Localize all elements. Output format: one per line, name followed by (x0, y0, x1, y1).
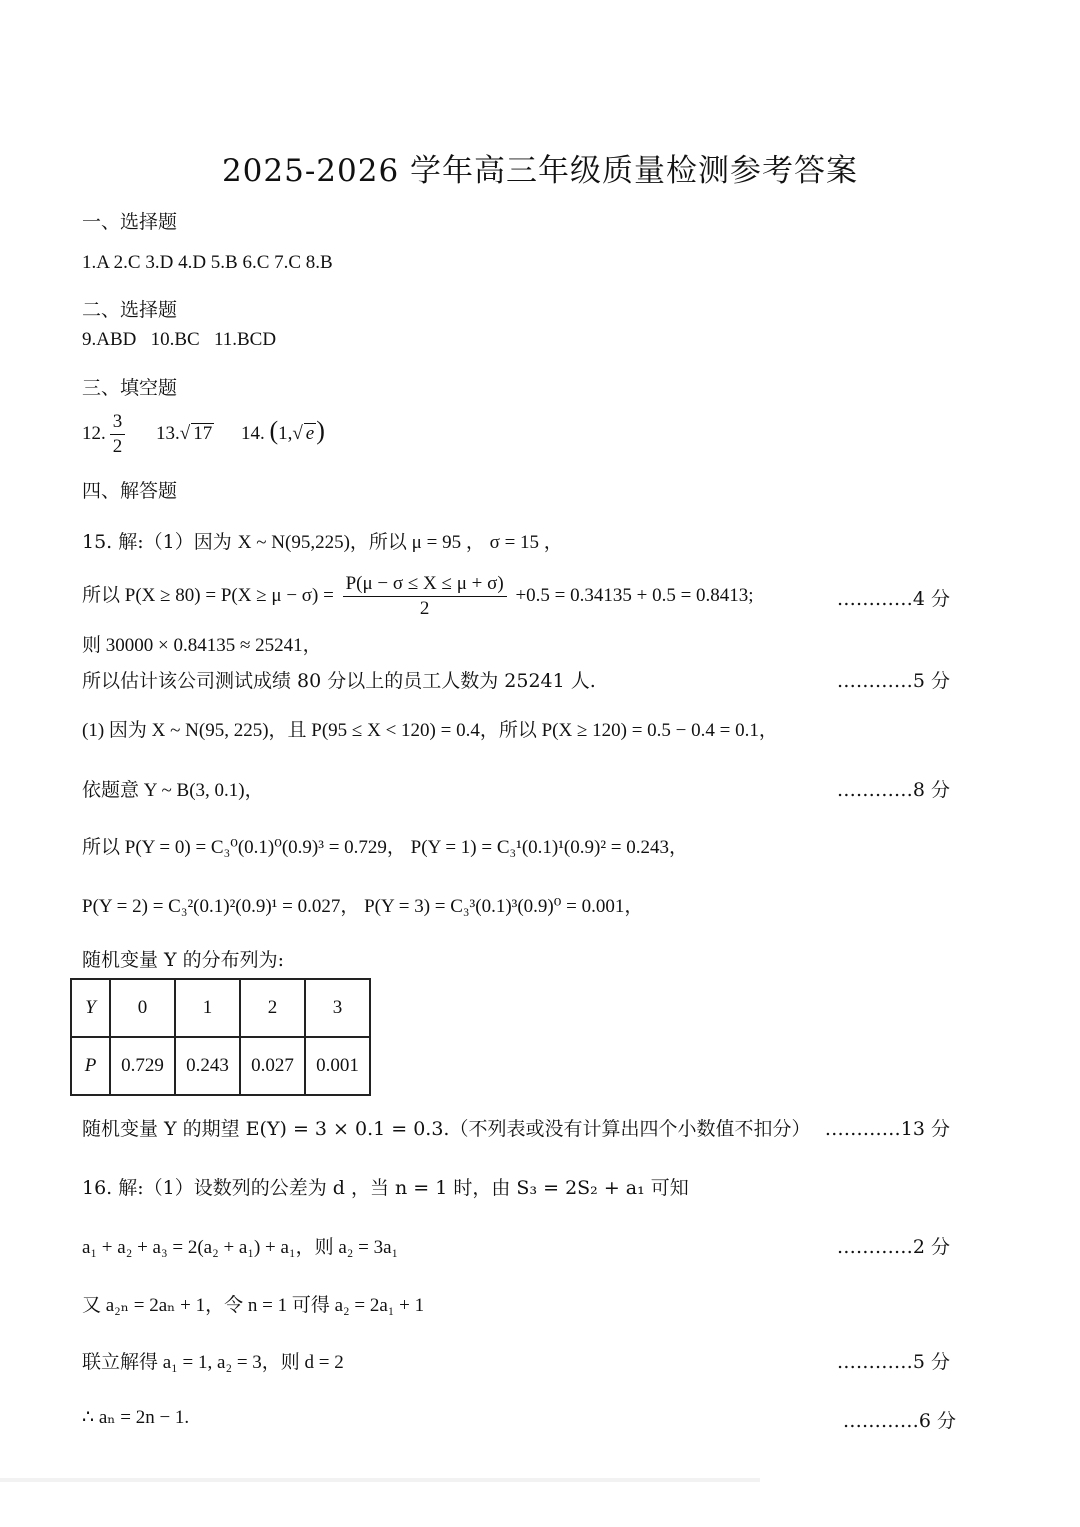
q15-l2-fraction (343, 572, 507, 621)
page-title: 2025-2026 学年高三年级质量检测参考答案 (221, 153, 859, 189)
fill-12-label: 12. (82, 422, 106, 444)
q15-score-5: …………5 分 (836, 670, 950, 692)
q15-line-2 (82, 572, 754, 621)
q16-score-6: …………6 分 (842, 1410, 956, 1432)
q15-l2-frac-num: P(μ − σ ≤ X ≤ μ + σ) (343, 572, 507, 597)
q15-l2-left: P(X ≥ 80) = P(X ≥ μ − σ) = (124, 584, 334, 606)
section-heading-3: 三、填空题 (82, 377, 178, 399)
table-cell: 0.729 (110, 1037, 175, 1095)
q15-line-7: 所以 P(Y = 0) = C₃⁰(0.1)⁰(0.9)³ = 0.729， P(Y = 1) = C₃¹(0.1)¹(0.9)² = 0.243， (82, 837, 688, 858)
table-row (71, 1037, 370, 1095)
sqrt-sign: √ (179, 422, 191, 444)
fill-13-label: 13. (156, 422, 180, 444)
q16-line-4: 联立解得 a₁ = 1, a₂ = 3，则 d = 2 (82, 1352, 344, 1373)
q15-l2-prefix: 所以 (82, 583, 121, 606)
choice-answers-2: 9.ABD 10.BC 11.BCD (82, 329, 277, 350)
q15-l2-right: +0.5 = 0.34135 + 0.5 = 0.8413; (515, 584, 754, 606)
q15-score-13: …………13 分 (824, 1118, 950, 1140)
q15-l2-frac-den: 2 (419, 598, 430, 619)
fill-12-denominator: 2 (112, 436, 123, 457)
open-paren: ( (269, 415, 279, 445)
q16-score-5: …………5 分 (836, 1351, 950, 1373)
sqrt-sign-2: √ (292, 422, 303, 444)
choice-answers-1: 1.A 2.C 3.D 4.D 5.B 6.C 7.C 8.B (82, 252, 333, 273)
q16-score-2: …………2 分 (836, 1236, 950, 1258)
table-cell: 0 (110, 979, 175, 1037)
section-heading-2: 二、选择题 (82, 299, 178, 321)
table-cell: 1 (175, 979, 240, 1037)
table-cell: 0.027 (240, 1037, 305, 1095)
q15-line-5: (1) 因为 X ~ N(95, 225)，且 P(95 ≤ X < 120) = 0.4，所以 P(X ≥ 120) = 0.5 − 0.4 = 0.1， (82, 720, 778, 741)
q15-score-8: …………8 分 (836, 779, 950, 801)
q15-l1-math: X ~ N(95,225)，所以 μ = 95 ， σ = 15 ， (237, 532, 563, 553)
q15-line-8: P(Y = 2) = C₃²(0.1)²(0.9)¹ = 0.027， P(Y = 3) = C₃³(0.1)³(0.9)⁰ = 0.001， (82, 896, 644, 917)
table-cell: 0.243 (175, 1037, 240, 1095)
table-cell: 0.001 (305, 1037, 370, 1095)
q16-line-5: ∴ aₙ = 2n − 1. (82, 1407, 190, 1428)
q15-line-10: 随机变量 Y 的期望 E(Y) = 3 × 0.1 = 0.3.（不列表或没有计算出四个小数值不扣分） (82, 1118, 811, 1140)
table-cell: 2 (240, 979, 305, 1037)
q15-score-4: …………4 分 (836, 588, 950, 610)
fill-13-radicand: 17 (193, 422, 213, 444)
q15-line-6: 依题意 Y ~ B(3, 0.1)， (82, 780, 264, 801)
q15-line-9: 随机变量 Y 的分布列为: (82, 949, 285, 971)
q16-line-2: a₁ + a₂ + a₃ = 2(a₂ + a₁) + a₁，则 a₂ = 3a₁ (82, 1237, 399, 1258)
q15-l1-prefix: 15. 解:（1）因为 (82, 531, 232, 553)
distribution-table (70, 978, 371, 1096)
fill-12-fraction (110, 410, 126, 459)
table-row (71, 979, 370, 1037)
q16-line-3: 又 a₂ₙ = 2aₙ + 1，令 n = 1 可得 a₂ = 2a₁ + 1 (82, 1295, 425, 1316)
q16-line-1: 16. 解:（1）设数列的公差为 d ，当 n = 1 时，由 S₃ = 2S₂ + a₁ 可知 (82, 1177, 689, 1199)
table-cell: Y (71, 979, 110, 1037)
section-heading-4: 四、解答题 (82, 480, 178, 502)
table-cell: 3 (305, 979, 370, 1037)
fill-12-numerator: 3 (110, 410, 126, 435)
fill-answers (82, 410, 325, 459)
q15-line-3: 则 30000 × 0.84135 ≈ 25241， (82, 635, 322, 656)
q15-line-4: 所以估计该公司测试成绩 80 分以上的员工人数为 25241 人. (82, 670, 596, 692)
fill-14-radicand: e (305, 422, 315, 444)
q15-line-1 (82, 527, 563, 554)
fill-14-label: 14. (240, 422, 265, 444)
page-edge-shadow (0, 1478, 760, 1482)
fill-14-left: 1, (278, 422, 293, 444)
table-cell: P (71, 1037, 110, 1095)
close-paren: ) (316, 415, 325, 445)
section-heading-1: 一、选择题 (82, 211, 178, 233)
